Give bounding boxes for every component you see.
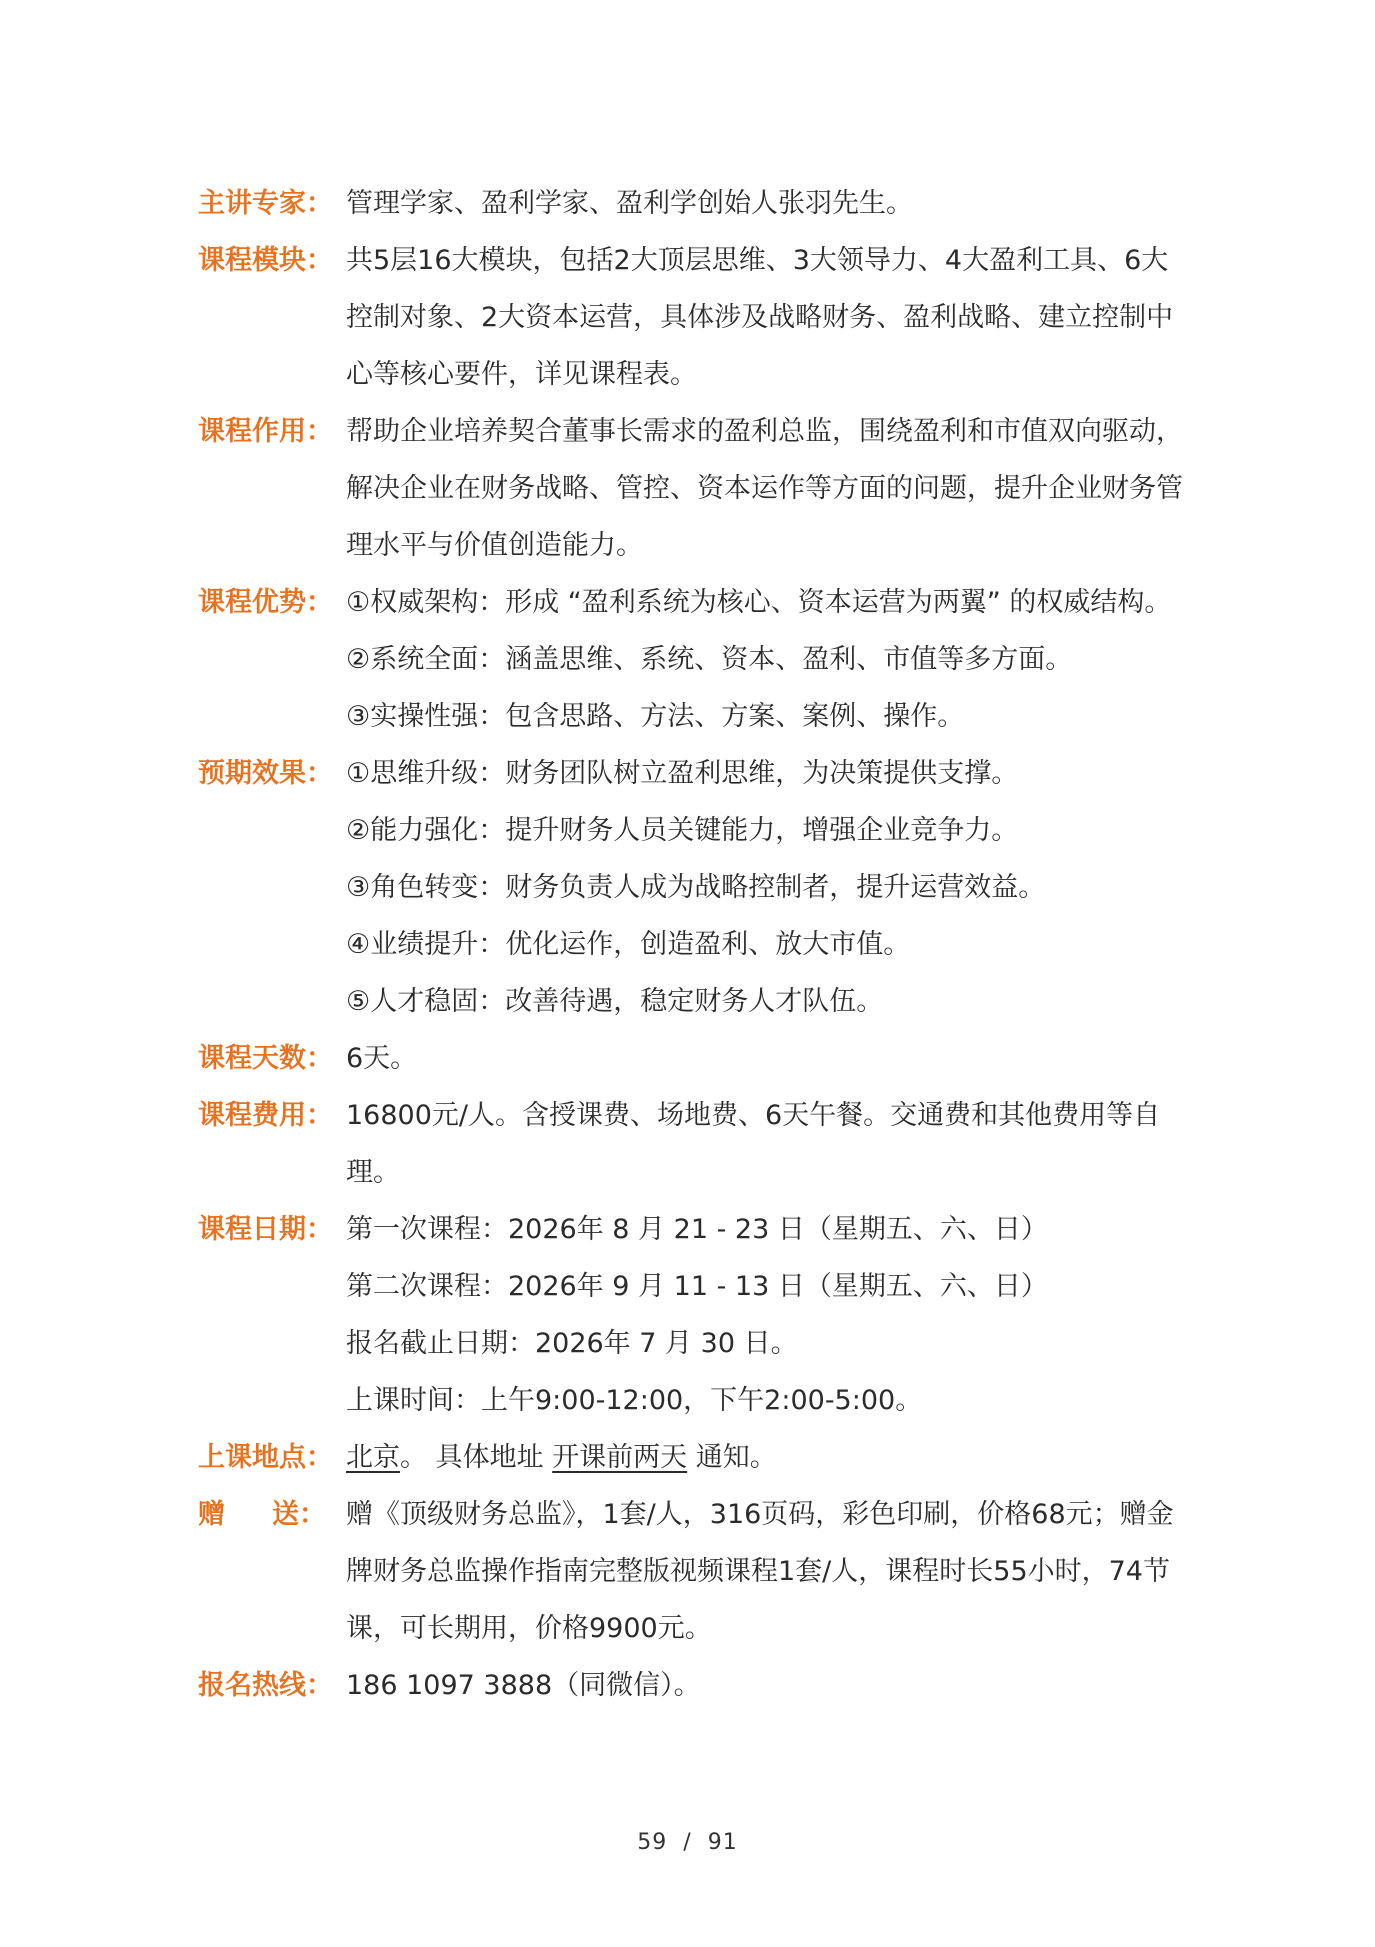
- section-text: 6天。: [346, 1043, 418, 1074]
- section-role: [198, 403, 1188, 574]
- document-body: [198, 175, 1188, 1714]
- total-pages: 91: [707, 1830, 738, 1855]
- section-dates: [198, 1201, 1188, 1429]
- list-item: ①权威架构：形成 “盈利系统为核心、资本运营为两翼” 的权威结构。: [346, 587, 1172, 618]
- section-label: 课程天数：: [198, 1043, 333, 1074]
- section-label: 课程优势：: [198, 587, 333, 618]
- section-label: 上课地点：: [198, 1442, 333, 1473]
- section-list: [346, 574, 1188, 745]
- section-label: 课程费用：: [198, 1100, 333, 1131]
- section-label: [198, 1486, 326, 1543]
- section-label: 主讲专家：: [198, 188, 333, 219]
- list-item: 报名截止日期：2026年 7 月 30 日。: [346, 1328, 798, 1359]
- list-item: 第一次课程：2026年 8 月 21 - 23 日（星期五、六、日）: [346, 1214, 1048, 1245]
- label-part: 赠: [198, 1499, 225, 1530]
- section-location: [198, 1429, 1188, 1486]
- section-text: 共5层16大模块，包括2大顶层思维、3大领导力、4大盈利工具、6大控制对象、2大资本运营，具体涉及战略财务、盈利战略、建立控制中心等核心要件，详见课程表。: [346, 245, 1174, 390]
- section-lecturer: [198, 175, 1188, 232]
- section-effects: [198, 745, 1188, 1030]
- list-item: ②能力强化：提升财务人员关键能力，增强企业竞争力。: [346, 815, 1019, 846]
- section-text: 186 1097 3888（同微信）。: [346, 1670, 701, 1701]
- label-part: 送：: [272, 1499, 326, 1530]
- location-tail: 通知。: [687, 1442, 777, 1473]
- list-item: 第二次课程：2026年 9 月 11 - 13 日（星期五、六、日）: [346, 1271, 1048, 1302]
- page-indicator: [0, 1830, 1375, 1855]
- section-days: [198, 1030, 1188, 1087]
- section-list: [346, 1201, 1188, 1429]
- section-text: 赠《顶级财务总监》，1套/人，316页码，彩色印刷，价格68元；赠金牌财务总监操作指南完整版视频课程1套/人，课程时长55小时，74节课，可长期用，价格9900元。: [346, 1499, 1174, 1644]
- section-text: 16800元/人。含授课费、场地费、6天午餐。交通费和其他费用等自理。: [346, 1100, 1161, 1188]
- location-sep: 。 具体地址: [400, 1442, 553, 1473]
- location-notice-time: 开课前两天: [552, 1442, 688, 1473]
- section-fee: [198, 1087, 1188, 1201]
- section-label: 报名热线：: [198, 1670, 333, 1701]
- section-label: 预期效果：: [198, 758, 333, 789]
- list-item: ③实操性强：包含思路、方法、方案、案例、操作。: [346, 701, 965, 732]
- section-text: [346, 1429, 1188, 1486]
- section-label: 课程日期：: [198, 1214, 333, 1245]
- page-separator: /: [683, 1830, 692, 1855]
- location-city: 北京: [346, 1442, 400, 1473]
- list-item: ④业绩提升：优化运作，创造盈利、放大市值。: [346, 929, 911, 960]
- section-list: [346, 745, 1188, 1030]
- list-item: ③角色转变：财务负责人成为战略控制者，提升运营效益。: [346, 872, 1046, 903]
- section-modules: [198, 232, 1188, 403]
- list-item: ②系统全面：涵盖思维、系统、资本、盈利、市值等多方面。: [346, 644, 1073, 675]
- section-hotline: [198, 1657, 1188, 1714]
- section-text: 管理学家、盈利学家、盈利学创始人张羽先生。: [346, 188, 913, 219]
- section-text: 帮助企业培养契合董事长需求的盈利总监，围绕盈利和市值双向驱动，解决企业在财务战略、管控、资本运作等方面的问题，提升企业财务管理水平与价值创造能力。: [346, 416, 1183, 561]
- section-gift: [198, 1486, 1188, 1657]
- list-item: ⑤人才稳固：改善待遇，稳定财务人才队伍。: [346, 986, 884, 1017]
- current-page: 59: [637, 1830, 668, 1855]
- section-label: 课程作用：: [198, 416, 333, 447]
- list-item: ①思维升级：财务团队树立盈利思维，为决策提供支撑。: [346, 758, 1019, 789]
- section-label: 课程模块：: [198, 245, 333, 276]
- list-item: 上课时间：上午9:00-12:00，下午2:00-5:00。: [346, 1385, 923, 1416]
- section-advantages: [198, 574, 1188, 745]
